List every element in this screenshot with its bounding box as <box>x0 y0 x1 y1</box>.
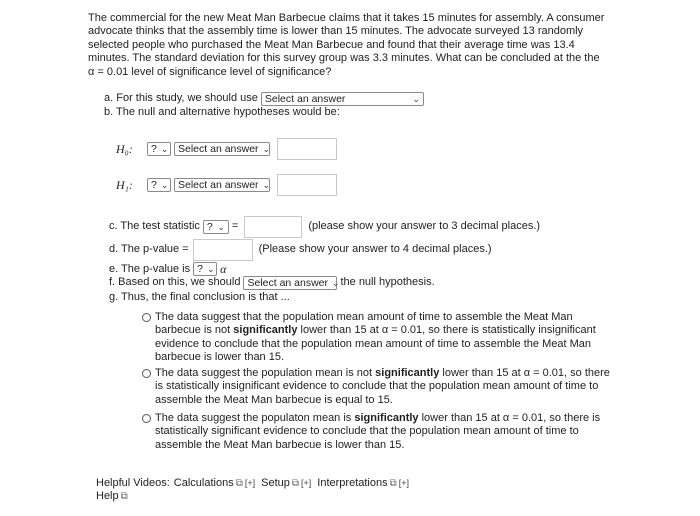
option-text: The data suggest that the population mean amount of time to assemble the Meat Man barbecue is not significantly lower than 15 at α = 0.01, so there is statistically insignificant evidence to conclude that the population mean amount of time to assemble the Meat Man barbecue is lower than 15. <box>155 311 596 364</box>
part-e <box>109 262 226 277</box>
conclusion-option-2[interactable] <box>142 367 612 407</box>
part-g <box>109 291 290 304</box>
problem-line: The commercial for the new Meat Man Barbecue claims that it takes 15 minutes for assembly. A consumer <box>88 12 605 24</box>
chevron-down-icon: ⌄ <box>160 179 169 190</box>
radio-button[interactable] <box>142 414 151 423</box>
select-value: ? <box>151 178 157 191</box>
h1-parameter-select[interactable] <box>147 178 171 192</box>
chevron-down-icon: ⌄ <box>262 179 271 190</box>
alpha-symbol: α <box>220 262 227 276</box>
select-value: ? <box>151 142 157 155</box>
part-g-label: g. Thus, the final conclusion is that ... <box>109 291 290 303</box>
test-statistic-input[interactable] <box>244 216 302 238</box>
select-value: Select an answer <box>247 276 329 289</box>
expand-interpretations[interactable]: [+] <box>398 478 410 489</box>
part-d-label: d. The p-value = <box>109 243 189 256</box>
p-value-input[interactable] <box>193 239 253 261</box>
expand-setup[interactable]: [+] <box>301 478 312 489</box>
setup-link[interactable]: Setup <box>261 477 290 489</box>
p-value-comparison-select[interactable] <box>193 262 217 276</box>
radio-button[interactable] <box>142 369 151 378</box>
select-value: Select an answer <box>264 92 346 105</box>
conclusion-option-1[interactable] <box>142 311 612 365</box>
chevron-down-icon: ⌄ <box>206 263 215 274</box>
part-a <box>104 92 427 106</box>
h1-row <box>116 174 337 196</box>
external-link-icon: ⧉ <box>291 477 300 489</box>
part-c-hint: (please show your answer to 3 decimal places.) <box>308 220 541 233</box>
external-link-icon: ⧉ <box>235 477 243 489</box>
chevron-down-icon: ⌄ <box>262 143 271 154</box>
select-value: ? <box>206 220 213 233</box>
select-value: ? <box>197 262 203 275</box>
problem-line: advocate thinks that the assembly time is lower than 15 minutes. The advocate surveyed 13 randomly <box>88 25 584 38</box>
chevron-down-icon: ⌄ <box>412 93 420 104</box>
option-text: The data suggest the population mean is not significantly lower than 15 at α = 0.01, so there is statistically insignificant evidence to conclude that the population mean amount of time to assemble the Meat Man barbecue is equal to 15. <box>155 367 610 406</box>
part-f <box>109 276 435 290</box>
problem-line: minutes. The standard deviation for this survey group was 3.3 minutes. What can be concluded at the the <box>88 52 600 65</box>
h1-value-input[interactable] <box>277 174 337 196</box>
h0-label: H₀: <box>116 141 133 156</box>
decision-select[interactable] <box>243 276 340 290</box>
h0-row <box>116 138 337 160</box>
chevron-down-icon: ⌄ <box>160 143 169 154</box>
helpful-videos-label: Helpful Videos: <box>96 477 170 489</box>
part-b-label: b. The null and alternative hypotheses would be: <box>104 106 340 118</box>
help-row <box>96 490 130 503</box>
test-statistic-select[interactable] <box>203 220 229 234</box>
expand-calculations[interactable]: [+] <box>244 478 256 489</box>
interpretations-link[interactable]: Interpretations <box>317 477 388 489</box>
option-text: The data suggest the populaton mean is significantly lower than 15 at α = 0.01, so there is statistically significant evidence to conclude that the population mean amount of time to assemble the Meat Man barbecue is lower than 15. <box>155 412 601 451</box>
external-link-icon: ⧉ <box>389 477 397 489</box>
h0-value-input[interactable] <box>277 138 337 160</box>
helpful-videos <box>96 477 415 490</box>
equals-sign: = <box>231 220 239 233</box>
study-type-select[interactable] <box>261 92 424 106</box>
part-b <box>104 106 340 119</box>
h1-label: H₁: <box>116 177 133 192</box>
h0-operator-select[interactable] <box>174 142 270 156</box>
part-d <box>109 239 492 261</box>
h1-operator-select[interactable] <box>174 178 270 192</box>
part-c-label: c. The test statistic <box>109 220 200 233</box>
radio-button[interactable] <box>142 313 151 322</box>
part-e-label: e. The p-value is <box>109 262 191 275</box>
chevron-down-icon: ⌄ <box>332 277 340 288</box>
problem-line: selected people who purchased the Meat Man Barbecue and found that their average time was 13.4 <box>88 38 575 51</box>
h0-parameter-select[interactable] <box>147 142 171 156</box>
part-f-label: f. Based on this, we should <box>109 276 241 289</box>
problem-statement <box>88 12 648 79</box>
chevron-down-icon: ⌄ <box>217 221 225 232</box>
part-c <box>109 216 540 238</box>
external-link-icon: ⧉ <box>120 490 128 502</box>
part-d-hint: (Please show your answer to 4 decimal places.) <box>258 243 492 256</box>
select-value: Select an answer <box>178 178 259 191</box>
part-f-suffix: the null hypothesis. <box>340 276 435 289</box>
calculations-link[interactable]: Calculations <box>173 477 234 489</box>
conclusion-option-3[interactable] <box>142 412 612 452</box>
help-link[interactable]: Help <box>96 490 119 502</box>
part-a-label: a. For this study, we should use <box>104 92 258 105</box>
problem-line: α = 0.01 level of significance level of significance? <box>88 65 332 78</box>
select-value: Select an answer <box>178 142 259 155</box>
